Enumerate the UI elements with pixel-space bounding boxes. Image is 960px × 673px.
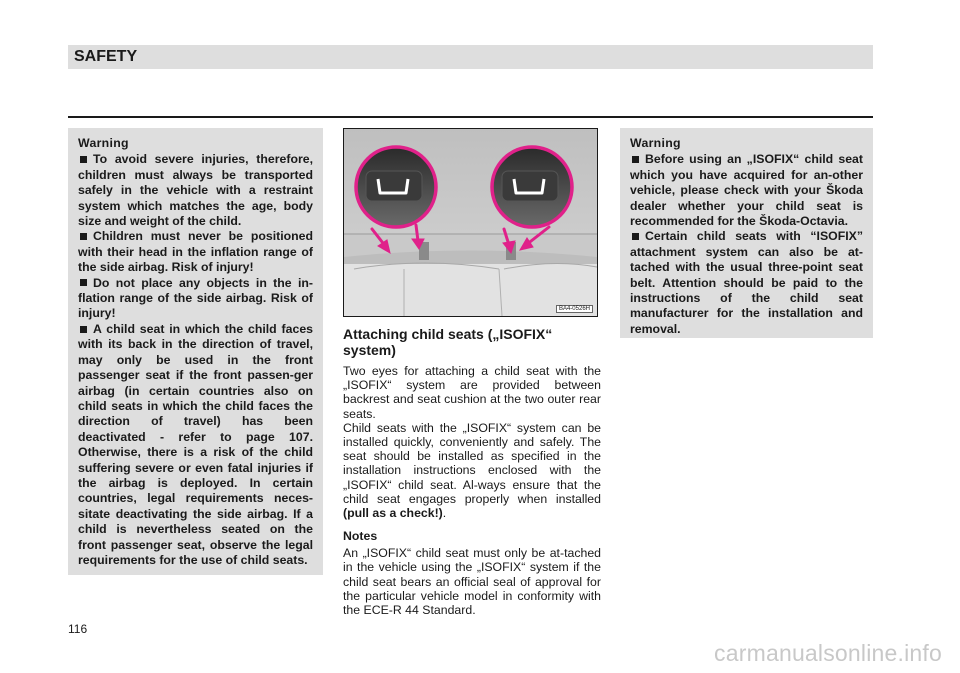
isofix-figure [343, 128, 598, 317]
warning-title: Warning [78, 136, 129, 150]
bullet-square-icon [632, 156, 639, 163]
warning-item: Children must never be positioned with their head in the inflation range of the side airbag. Risk of injury! [78, 229, 313, 275]
warning-item: To avoid severe injuries, therefore, children must always be transported safely in the vehicle with a restraint system which matches the age, body size and weight of the child. [78, 152, 313, 229]
paragraph-intro: Two eyes for attaching a child seat with the „ISOFIX“ system are provided between backrest and seat cushion at the two outer rear seats. [343, 364, 601, 421]
section-heading: Attaching child seats („ISOFIX“ system) [343, 326, 553, 358]
warning-box-right [620, 128, 873, 338]
rear-seat-illustration [344, 129, 597, 316]
watermark: carmanualsonline.info [714, 640, 942, 666]
bullet-square-icon [80, 279, 87, 286]
notes-text: An „ISOFIX“ child seat must only be at-tached in the vehicle using the „ISOFIX“ system if the child seat bears an official seal of approval for the particular vehicle model in conformity with the ECE-R 44 Standard. [343, 546, 601, 618]
bullet-square-icon [632, 233, 639, 240]
warning-title: Warning [630, 136, 681, 150]
page-number: 116 [68, 622, 88, 636]
magnifier-left-icon [356, 147, 436, 227]
bullet-square-icon [80, 233, 87, 240]
figure-code: BA4-0526H [556, 305, 593, 313]
check-emphasis: (pull as a check!) [343, 506, 443, 521]
header-rule [68, 116, 873, 118]
notes-heading: Notes [343, 529, 378, 544]
bullet-square-icon [80, 326, 87, 333]
warning-box-left [68, 128, 323, 575]
bullet-square-icon [80, 156, 87, 163]
warning-item: A child seat in which the child faces with its back in the direction of travel, may only be used in the front passenger seat if the front passen-ger airbag (in certain countries also on child seats in which the child faces the direction of travel) has been deactivated - refer to page 107. Otherwise, there is a risk of the child suffering severe or even fatal injuries if the airbag is deployed. In certain countries, legal requirements neces-sitate deactivating the side airbag. If a child is nevertheless seated on the front passenger seat, observe the legal requirements for the use of child seats. [78, 321, 313, 567]
magnifier-right-icon [492, 147, 572, 227]
main-column [343, 326, 601, 617]
warning-item: Before using an „ISOFIX“ child seat which you have acquired for an-other vehicle, please check with your Škoda dealer whether your child seat is recommended for the Škoda-Octavia. [630, 152, 863, 229]
section-title: SAFETY [74, 48, 138, 65]
paragraph-installation: Child seats with the „ISOFIX“ system can be installed quickly, conveniently and safely. The seat should be installed as specified in the installation instructions enclosed with the „ISOFIX“ child seat. Al-ways ensure that the child seat engages properly when installed (pull as a check!). [343, 420, 601, 521]
warning-item: Do not place any objects in the in-flation range of the side airbag. Risk of injury! [78, 275, 313, 321]
warning-item: Certain child seats with “ISOFIX” attachment system can also be at-tached with the usual three-point seat belt. Attention should be paid to the instructions of the child seat manufacturer for the installation and removal. [630, 229, 863, 336]
section-header [68, 45, 873, 69]
